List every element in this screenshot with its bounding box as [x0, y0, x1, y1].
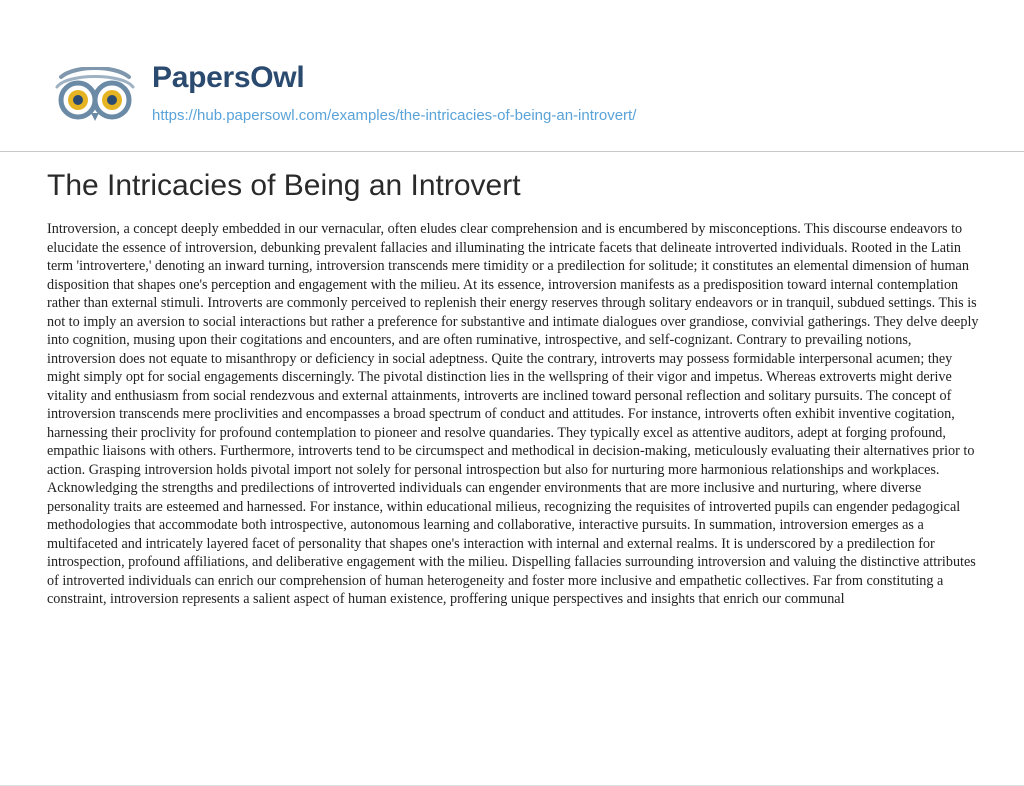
site-header — [0, 0, 1024, 150]
owl-eyes-logo-icon[interactable] — [51, 67, 139, 123]
source-url-link[interactable]: https://hub.papersowl.com/examples/the-intricacies-of-being-an-introvert/ — [152, 107, 637, 124]
page-title: The Intricacies of Being an Introvert — [47, 169, 521, 202]
article-body: Introversion, a concept deeply embedded in our vernacular, often eludes clear comprehension and is encumbered by misconceptions. This discourse endeavors to elucidate the essence of introversion, debunking prevalent fallacies and illuminating the intricate facets that delineate introverted individuals. Rooted in the Latin term 'introvertere,' denoting an inward turning, introversion transcends mere timidity or a predilection for solitude; it constitutes an elemental dimension of human disposition that shapes one's perception and engagement with the milieu. At its essence, introversion manifests as a predisposition toward internal contemplation rather than external stimuli. Introverts are commonly perceived to replenish their energy reserves through solitary endeavors or in tranquil, subdued settings. This is not to imply an aversion to social interactions but rather a preference for substantive and intimate dialogues over grandiose, convivial gatherings. They delve deeply into cognition, musing upon their cogitations and encounters, and are often ruminative, introspective, and self-cognizant. Contrary to prevailing notions, introversion does not equate to misanthropy or deficiency in social adeptness. Quite the contrary, introverts may possess formidable interpersonal acumen; they might simply opt for social engagements discerningly. The pivotal distinction lies in the wellspring of their vigor and impetus. Whereas extroverts might derive vitality and enthusiasm from social rendezvous and external attainments, introverts are inclined toward personal reflection and solitary pursuits. The concept of introversion transcends mere proclivities and encompasses a broad spectrum of conduct and attitudes. For instance, introverts often exhibit inventive cogitation, harnessing their proclivity for profound contemplation to pioneer and resolve quandaries. They typically excel as attentive auditors, adept at forging profound, empathic liaisons with others. Furthermore, introverts tend to be circumspect and methodical in decision-making, meticulously evaluating their alternatives prior to action. Grasping introversion holds pivotal import not solely for personal introspection but also for nurturing more harmonious relationships and workplaces. Acknowledging the strengths and predilections of introverted individuals can engender environments that are more inclusive and nurturing, where diverse personality traits are esteemed and harnessed. For instance, within educational milieus, recognizing the requisites of introverted pupils can engender pedagogical methodologies that accommodate both introspective, autonomous learning and collaborative, interactive pursuits. In summation, introversion emerges as a multifaceted and intricately layered facet of personality that shapes one's interaction with internal and external realms. It is underscored by a predilection for introspection, profound affiliations, and deliberative engagement with the milieu. Dispelling fallacies surrounding introversion and valuing the distinctive attributes of introverted individuals can enrich our comprehension of human heterogeneity and foster more inclusive and empathetic collectives. Far from constituting a constraint, introversion represents a salient aspect of human existence, proffering unique perspectives and insights that enrich our communal — [47, 221, 979, 607]
header-divider — [0, 151, 1024, 152]
brand-name[interactable]: PapersOwl — [152, 61, 305, 94]
